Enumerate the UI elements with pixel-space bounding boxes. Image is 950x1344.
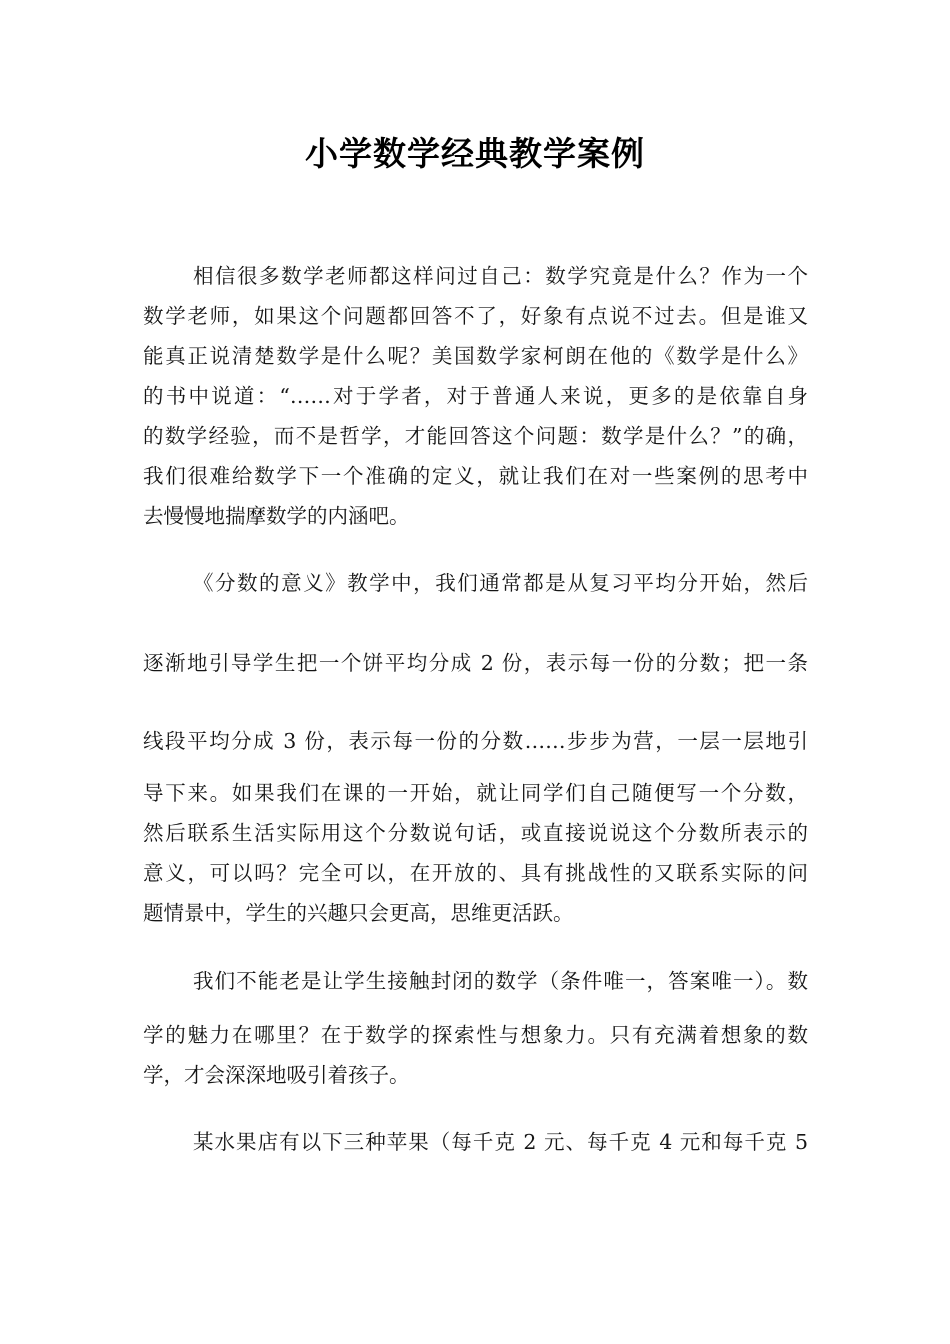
paragraph-line: 线段平均分成 3 份，表示每一份的分数……步步为营，一层一层地引 bbox=[143, 729, 808, 753]
document-title: 小学数学经典教学案例 bbox=[305, 134, 645, 173]
paragraph-line: 我们很难给数学下一个准确的定义，就让我们在对一些案例的思考中 bbox=[143, 464, 808, 488]
paragraph-line: 导下来。如果我们在课的一开始，就让同学们自己随便写一个分数， bbox=[143, 781, 808, 805]
paragraph-line: 某水果店有以下三种苹果（每千克 2 元、每千克 4 元和每千克 5 bbox=[193, 1130, 808, 1154]
paragraph-line: 的书中说道：“……对于学者，对于普通人来说，更多的是依靠自身 bbox=[143, 384, 808, 408]
paragraph-line: 能真正说清楚数学是什么呢？美国数学家柯朗在他的《数学是什么》 bbox=[143, 344, 808, 368]
paragraph-line: 我们不能老是让学生接触封闭的数学（条件唯一，答案唯一）。数 bbox=[193, 969, 808, 993]
paragraph-line: 题情景中，学生的兴趣只会更高，思维更活跃。 bbox=[143, 901, 574, 925]
paragraph-line: 《分数的意义》教学中，我们通常都是从复习平均分开始，然后 bbox=[193, 571, 808, 595]
paragraph-line: 学的魅力在哪里？在于数学的探索性与想象力。只有充满着想象的数 bbox=[143, 1023, 808, 1047]
paragraph-line: 数学老师，如果这个问题都回答不了，好象有点说不过去。但是谁又 bbox=[143, 304, 808, 328]
paragraph-line: 去慢慢地揣摩数学的内涵吧。 bbox=[143, 504, 410, 528]
paragraph-line: 逐渐地引导学生把一个饼平均分成 2 份，表示每一份的分数；把一条 bbox=[143, 651, 808, 675]
paragraph-line: 相信很多数学老师都这样问过自己：数学究竟是什么？作为一个 bbox=[193, 264, 808, 288]
paragraph-line: 意义，可以吗？完全可以，在开放的、具有挑战性的又联系实际的问 bbox=[143, 861, 808, 885]
paragraph-line: 的数学经验，而不是哲学，才能回答这个问题：数学是什么？”的确， bbox=[143, 424, 808, 448]
paragraph-line: 然后联系生活实际用这个分数说句话，或直接说说这个分数所表示的 bbox=[143, 821, 808, 845]
paragraph-line: 学，才会深深地吸引着孩子。 bbox=[143, 1063, 410, 1087]
